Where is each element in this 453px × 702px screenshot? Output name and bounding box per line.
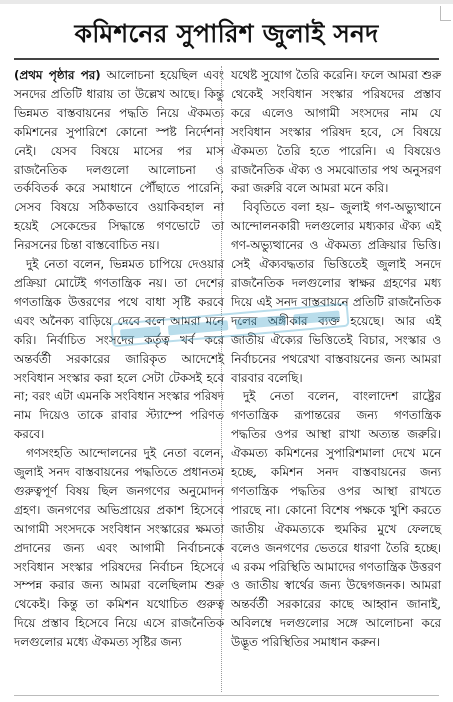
left-paragraph-1-text: আলোচনা হয়েছিল এবং সনদের প্রতিটি ধারায় তা উল্লেখ আছে। কিন্তু ভিন্নমত বাস্তবায়নের পদ্ধতি নিয়ে ঐকমত্য কমিশনের সুপারিশে কোনো স্পষ্ট নির্দেশনা নেই। যেসব বিষয়ে মাসের পর মাস রাজনৈতিক দলগুলো আলোচনা ও তর্কবিতর্ক করে সমাধানে পৌঁছাতে পারেনি, সেসব বিষয়ে সঠিকভাবে ওয়াকিবহাল না হয়েই সেকেন্ডের সিদ্ধান্তে গণভোটে তা নিরসনের চিন্তা বাস্তবোচিত নয়।: [14, 68, 225, 253]
right-paragraph-2: বিবৃতিতে বলা হয়– জুলাই গণ-অভ্যুত্থানে আন্দোলনকারী দলগুলোর মধ্যকার ঐক্য এই গণ-অভ্যুত্থানের ও ঐকমত্য প্রক্রিয়ার ভিত্তি। সেই ঐক্যবদ্ধতার ভিত্তিতেই জুলাই সনদে রাজনৈতিক দলগুলোর স্বাক্ষর গ্রহণের মধ্য দিয়ে এই সনদ বাস্তবায়নে প্রতিটি রাজনৈতিক দলের অঙ্গীকার ব্যক্ত হয়েছে। আর এই জাতীয় ঐক্যের ভিত্তিতেই বিচার, সংস্কার ও নির্বাচনের পথরেখা বাস্তবায়নের জন্য আমরা বারবার বলেছি।: [231, 200, 441, 385]
bottom-rule: [14, 695, 439, 696]
left-paragraph-3: গণসংহতি আন্দোলনের দুই নেতা বলেন, জুলাই সনদ বাস্তবায়নের পদ্ধতিতে প্রধানতম গুরুত্বপূর্ণ বিষয় ছিল জনগণের অনুমোদন গ্রহণ। জনগণের অভিপ্রায়ের প্রকাশ হিসেবে আগামী সংসদকে সংবিধান সংস্কারের ক্ষমতা প্রদানের জন্য এবং আগামী নির্বাচনকে সংবিধান সংস্কার পরিষদের নির্বাচন হিসেবে সম্পন্ন করার জন্য আমরা বলেছিলাম শুরু থেকেই। কিন্তু তা কমিশন যথোচিত গুরুত্ব দিয়ে প্রস্তাব হিসেবে নিয়ে এসে রাজনৈতিক দলগুলোর মধ্যে ঐকমত্য সৃষ্টির জন্য: [14, 446, 224, 650]
top-edge: [0, 0, 453, 4]
headline-rule: [14, 58, 439, 60]
left-column: [14, 66, 224, 652]
right-paragraph-3: দুই নেতা বলেন, বাংলাদেশ রাষ্ট্রের গণতান্ত্রিক রূপান্তরের জন্য গণতান্ত্রিক পদ্ধতির ওপর আস্থা রাখা অত্যন্ত জরুরি। ঐকমত্য কমিশনের সুপারিশমালা দেখে মনে হচ্ছে, কমিশন সনদ বাস্তবায়নের জন্য গণতান্ত্রিক পদ্ধতির ওপর আস্থা রাখতে পারছে না। কোনো বিশেষ পক্ষকে খুশি করতে জাতীয় ঐকমত্যকে হুমকির মুখে ফেলছে বলেও জনগণের ভেতরে ধারণা তৈরি হচ্ছে। এ রকম পরিস্থিতি আমাদের গণতান্ত্রিক উত্তরণ ও জাতীয় স্বার্থের জন্য উদ্বেগজনক। আমরা অন্তর্বর্তী সরকারের কাছে আহ্বান জানাই, অবিলম্বে দলগুলোর সঙ্গে আলোচনা করে উদ্ভূত পরিস্থিতির সমাধান করুন।: [231, 389, 441, 650]
column-divider: [221, 66, 222, 692]
continuation-kicker: (প্রথম পৃষ্ঠার পর): [14, 68, 101, 82]
right-paragraph-1: যথেষ্ট সুযোগ তৈরি করেনি। ফলে আমরা শুরু থেকেই সংবিধান সংস্কার পরিষদের প্রস্তাব করে এলেও আগামী সংসদের নাম যে সংবিধান সংস্কার পরিষদ হবে, সে বিষয়ে ঐকমত্য তৈরি হতে পারেনি। এ বিষয়েও রাজনৈতিক ঐক্য ও সমঝোতার পথ অনুসরণ করা জরুরি বলে আমরা মনে করি।: [231, 68, 441, 196]
headline: কমিশনের সুপারিশ জুলাই সনদ: [74, 19, 379, 48]
left-paragraph-2: দুই নেতা বলেন, ভিন্নমত চাপিয়ে দেওয়ার প্রক্রিয়া মোটেই গণতান্ত্রিক নয়। তা দেশের গণতান্ত্রিক উত্তরণের পথে বাধা সৃষ্টি করবে এবং অনৈক্য বাড়িয়ে দেবে বলে আমরা মনে করি। নির্বাচিত সংসদের কর্তৃত্ব খর্ব করে অন্তর্বর্তী সরকারের জারিকৃত আদেশেই সংবিধান সংস্কার করা হলে সেটা টেকসই হবে না; বরং এটা এমনকি সংবিধান সংস্কার পরিষদ নাম দিয়েও তাকে রাবার স্ট্যাম্পে পরিণত করবে।: [14, 257, 224, 442]
right-column: [231, 66, 441, 652]
left-paragraph-1: [14, 66, 224, 255]
